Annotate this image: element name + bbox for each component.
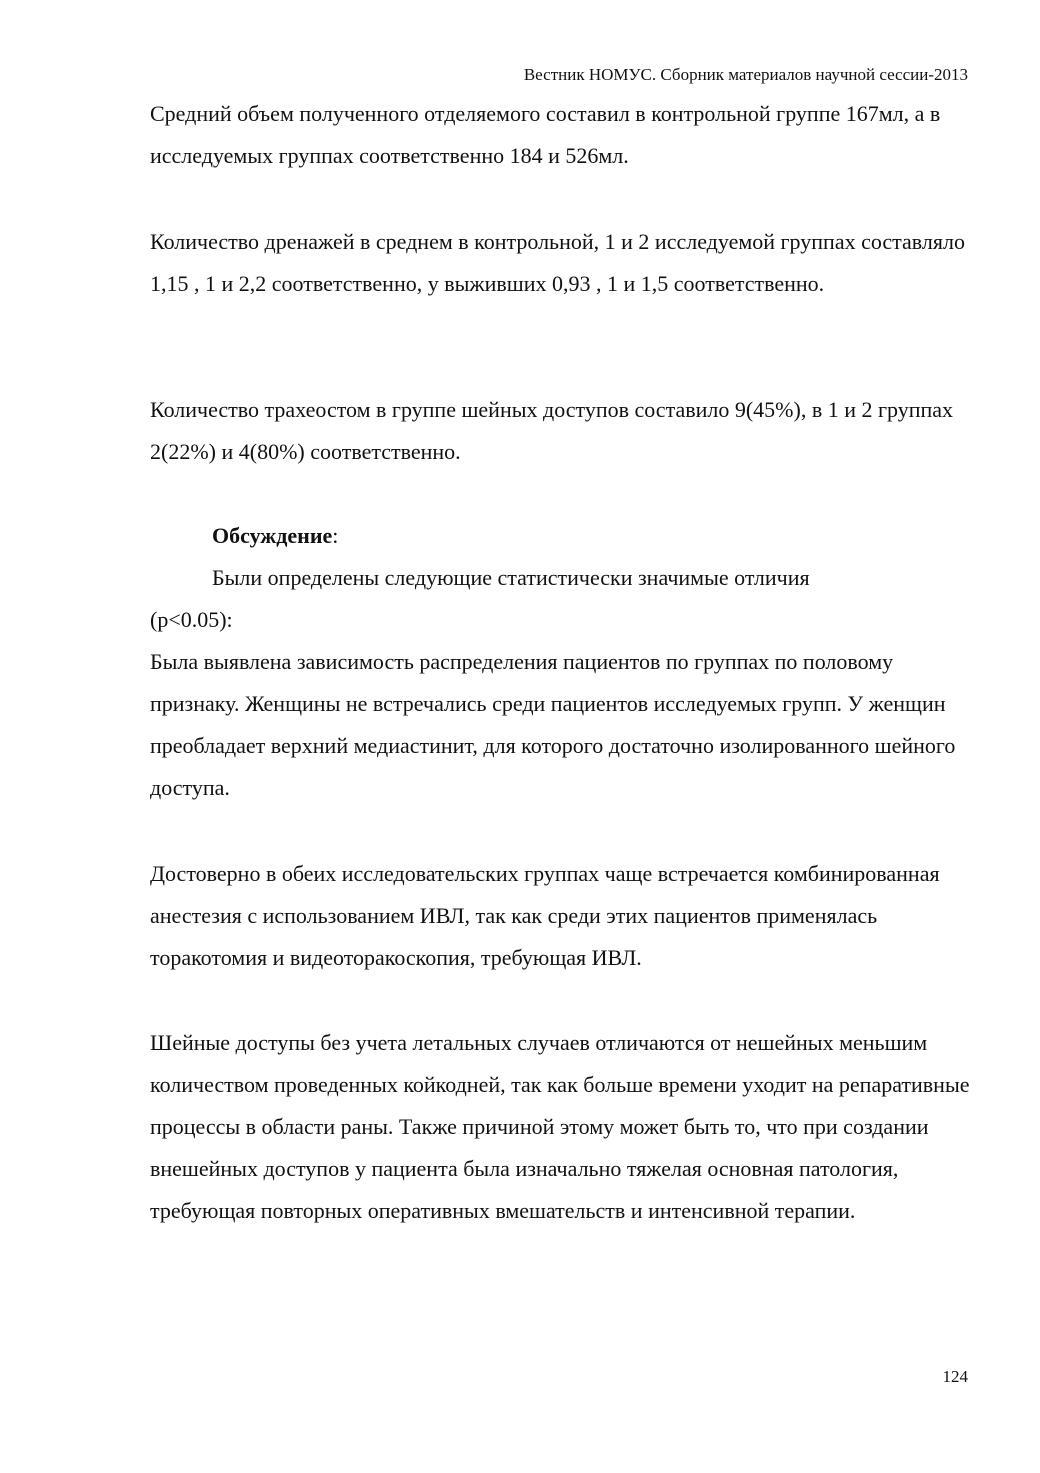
discussion-intro-line-2: (p<0.05):	[150, 607, 233, 632]
paragraph-drainage-volume: Средний объем полученного отделяемого составил в контрольной группе 167мл, а в исследуемых группах соответственно 184 и 526мл.	[150, 101, 941, 168]
paragraph-bed-days: Шейные доступы без учета летальных случаев отличаются от нешейных меньшим количеством проведенных койкодней, так как больше времени уходит на репаративные процессы в области раны. Также причиной этому может быть то, что при создании внешейных доступов у пациента была изначально тяжелая основная патология, требующая повторных оперативных вмешательств и интенсивной терапии.	[150, 1030, 970, 1223]
running-header: Вестник НОМУС. Сборник материалов научной сессии-2013	[523, 65, 968, 84]
page-number: 124	[942, 1367, 968, 1386]
paragraph-anesthesia: Достоверно в обеих исследовательских группах чаще встречается комбинированная анестезия с использованием ИВЛ, так как среди этих пациентов применялась торакотомия и видеоторакоскопия, требующая ИВЛ.	[150, 861, 940, 970]
discussion-heading: Обсуждение	[212, 523, 333, 548]
discussion-heading-line	[212, 515, 338, 557]
discussion-intro-line-1: Были определены следующие статистически значимые отличия	[212, 565, 810, 590]
paragraph-drain-count: Количество дренажей в среднем в контрольной, 1 и 2 исследуемой группах составляло 1,15 , 1 и 2,2 соответственно, у выживших 0,93 , 1 и 1,5 соответственно.	[150, 229, 965, 296]
paragraph-tracheostomy-count: Количество трахеостом в группе шейных доступов составило 9(45%), в 1 и 2 группах 2(22%) и 4(80%) соответственно.	[150, 397, 954, 464]
paragraph-gender-distribution: Была выявлена зависимость распределения пациентов по группах по половому признаку. Женщины не встречались среди пациентов исследуемых групп. У женщин преобладает верхний медиастинит, для которого достаточно изолированного шейного доступа.	[150, 649, 956, 800]
discussion-heading-colon: :	[332, 523, 339, 548]
